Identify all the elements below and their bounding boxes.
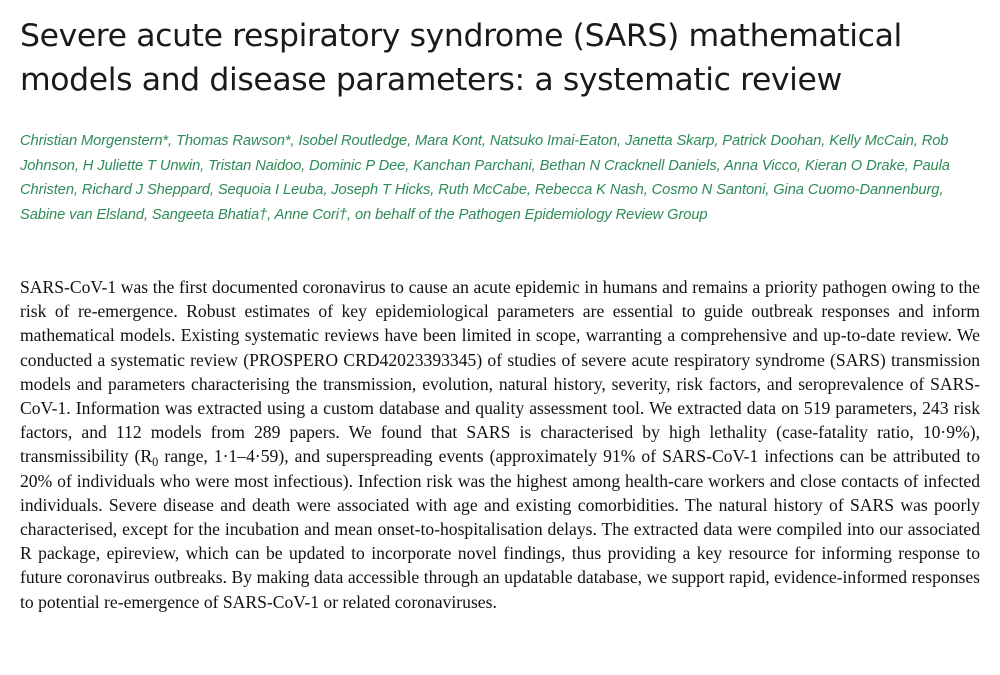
paper-title xyxy=(20,14,980,102)
r0-subscript: 0 xyxy=(152,455,159,470)
abstract-paragraph xyxy=(20,275,980,614)
abstract-text-part2: range, 1·1–4·59), and superspreading events (approximately 91% of SARS-CoV-1 infections can be attributed to 20% of individuals who were most infectious). Infection risk was the highest among health-care workers and close contacts of infected individuals. Severe disease and death were associated with age and existing comorbidities. The natural history of SARS was poorly characterised, except for the incubation and mean onset-to-hospitalisation delays. The extracted data were compiled into our associated R package, epireview, which can be updated to incorporate novel findings, thus providing a key resource for informing response to future coronavirus outbreaks. By making data accessible through an updatable database, we support rapid, evidence-informed responses to potential re-emergence of SARS-CoV-1 or related coronaviruses. xyxy=(20,446,980,612)
title-line-1: Severe acute respiratory syndrome (SARS) mathematical xyxy=(20,18,902,54)
author-list: Christian Morgenstern*, Thomas Rawson*, Isobel Routledge, Mara Kont, Natsuko Imai-Eaton, Janetta Skarp, Patrick Doohan, Kelly McCain, Rob Johnson, H Juliette T Unwin, Tristan Naidoo, Dominic P Dee, Kanchan Parchani, Bethan N Cracknell Daniels, Anna Vicco, Kieran O Drake, Paula Christen, Richard J Sheppard, Sequoia I Leuba, Joseph T Hicks, Ruth McCabe, Rebecca K Nash, Cosmo N Santoni, Gina Cuomo-Dannenburg, Sabine van Elsland, Sangeeta Bhatia†, Anne Cori†, on behalf of the Pathogen Epidemiology Review Group xyxy=(20,133,950,223)
abstract xyxy=(20,275,980,614)
abstract-text-part1: SARS-CoV-1 was the first documented coronavirus to cause an acute epidemic in humans and remains a priority pathogen owing to the risk of re-emergence. Robust estimates of key epidemiological parameters are essential to guide outbreak responses and inform mathematical models. Existing systematic reviews have been limited in scope, warranting a comprehensive and up-to-date review. We conducted a systematic review (PROSPERO CRD42023393345) of studies of severe acute respiratory syndrome (SARS) transmission models and parameters characterising the transmission, evolution, natural history, severity, risk factors, and seroprevalence of SARS-CoV-1. Information was extracted using a custom database and quality assessment tool. We extracted data on 519 parameters, 243 risk factors, and 112 models from 289 papers. We found that SARS is characterised by high lethality (case-fatality ratio, 10·9%), transmissibility (R xyxy=(20,277,980,467)
title-line-2: models and disease parameters: a systematic review xyxy=(20,62,842,98)
